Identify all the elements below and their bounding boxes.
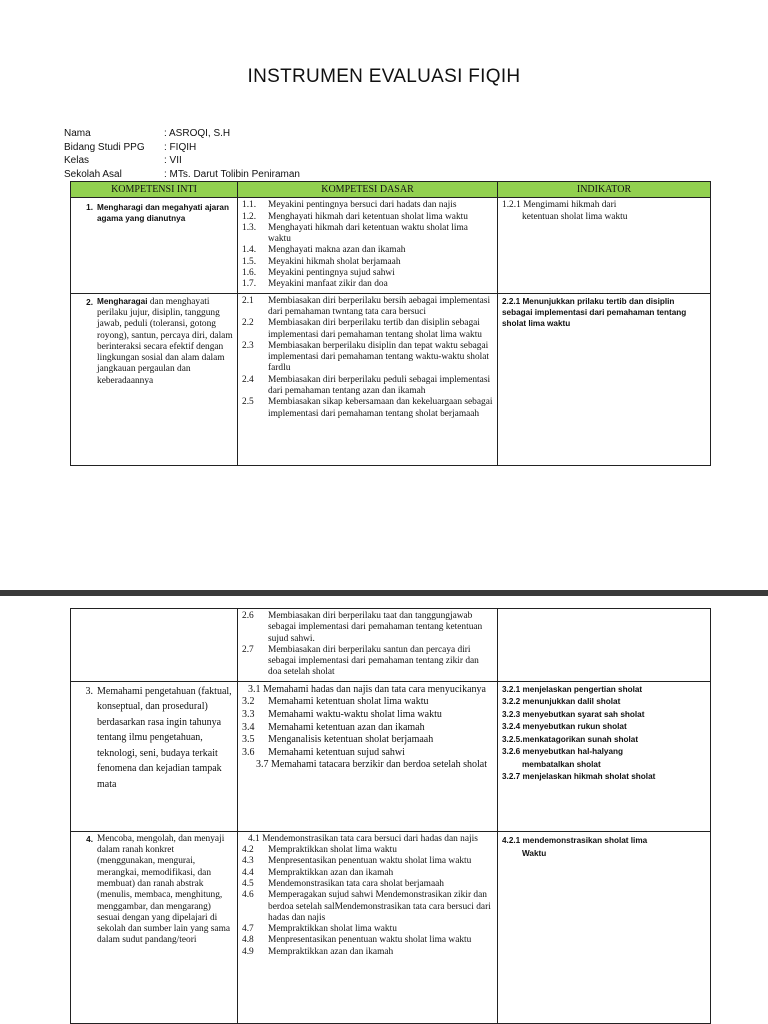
kd-item: 1.5. Meyakini hikmah sholat berjamaah [242,256,401,267]
meta-key: Kelas [64,155,90,166]
kd-item: 4.8 Menpresentasikan penentuan waktu sholat lima waktu [242,935,472,946]
kd-cell [238,609,498,682]
header-indikator: INDIKATOR [498,182,711,198]
table-row [71,609,711,682]
table-row [71,831,711,1023]
kd-item: 4.3 Menpresentasikan penentuan waktu sholat lima waktu [242,856,472,867]
ki-cell [71,198,238,293]
meta-row-kelas [64,154,300,168]
kd-item: 4.1 Mendemonstrasikan tata cara bersuci dari hadas dan najis [248,833,478,844]
kd-item: 2.3 Membiasakan berperilaku disiplin dan tepat waktu sebagai implementasi dari pemahaman tentang waktu-waktu sholat fardlu [242,340,490,374]
kd-item: 1.7. Meyakini manfaat zikir dan doa [242,279,388,290]
kd-item: 2.4 Membiasakan diri berperilaku peduli sebagai implementasi dari pemahaman tentang azan dan ikamah [242,374,491,397]
kd-item: 3.6 Memahami ketentuan sujud sahwi [242,746,405,758]
identity-block [64,127,300,181]
table-header-row [71,182,711,198]
kd-item: 1.6. Meyakini pentingnya sujud sahwi [242,268,395,279]
kd-item: 2.7 Membiasakan diri berperilaku santun dan percaya diri sebagai implementasi dari pemahaman tentang zikir dan doa setelah sholat [242,644,479,678]
meta-value: : MTs. Darut Tolibin Peniraman [164,168,300,180]
competency-table-part-1 [70,181,711,466]
ki-number: 1. [86,203,93,213]
kd-item: 3.1 Memahami hadas dan najis dan tata cara menyucikanya [248,683,486,695]
kd-item: 2.1 Membiasakan diri berperilaku bersih aebagai implementasi dari pemahaman twntang tata cara bersuci [242,295,491,317]
header-kompetensi-dasar: KOMPETESI DASAR [238,182,498,198]
kd-item: 1.2. Menghayati hikmah dari ketentuan sholat lima waktu [242,211,468,222]
indicator-line: 1.2.1 Mengimami hikmah dari [502,200,617,211]
kd-item: 4.7 Mempraktikkan sholat lima waktu [242,924,397,935]
kd-item: 1.3. Menghayati hikmah dari ketentuan waktu sholat lima waktu [242,222,468,245]
meta-row-bidang [64,141,300,155]
indicator-line: 3.2.2 menunjukkan dalil sholat [502,697,621,707]
indicator-line: Waktu [522,848,547,858]
meta-value: : ASROQI, S.H [164,128,231,139]
indicator-line: 3.2.7 menjelaskan hikmah sholat sholat [502,772,656,782]
indicator-line: 2.2.1 Menunjukkan prilaku tertib dan disiplin sebagai implementasi dari pemahaman tentang sholat lima waktu [502,296,687,328]
indicator-cell [498,609,711,682]
kd-item: 3.5 Menganalisis ketentuan sholat berjamaah [242,734,434,746]
meta-key: Bidang Studi PPG [64,141,145,153]
kd-cell [238,681,498,831]
meta-value: : FIQIH [164,141,197,153]
meta-key: Nama [64,128,91,139]
indicator-line: 3.2.6 menyebutkan hal-halyang [502,747,624,757]
competency-table-part-2 [70,608,711,1024]
ki-cell [71,293,238,465]
indicator-cell [498,293,711,465]
ki-number: 3. [85,685,93,697]
kd-item: 3.4 Memahami ketentuan azan dan ikamah [242,721,425,733]
table-row [71,681,711,831]
kd-item: 4.9 Mempraktikkan azan dan ikamah [242,946,394,957]
indicator-line: membatalkan sholat [522,759,601,769]
kd-item: 2.5 Membiasakan sikap kebersamaan dan kekeluargaan sebagai implementasi dari pemahaman tentang sholat berjamaah [242,397,493,419]
document-title: INSTRUMEN EVALUASI FIQIH [247,66,521,87]
ki-text: Mengharagai dan menghayati perilaku jujur, disiplin, tanggung jawab, peduli (toleransi, gotong royong), santun, percaya diri, dalam berinteraksi secara efektif dengan lingkungan sosial dan alam dalam jangkauan pergaulan dan keberadaannya [97,296,233,386]
indicator-cell [498,831,711,1023]
ki-cell [71,681,238,831]
indicator-line: 3.2.3 menyebutkan syarat sah sholat [502,709,645,719]
kd-cell [238,293,498,465]
indicator-line: ketentuan sholat lima waktu [522,211,628,222]
meta-key: Sekolah Asal [64,168,122,180]
kd-item: 2.6 Membiasakan diri berperilaku taat dan tanggungjawab sebagai implementasi dari pemahaman tentang ketentuan sujud sahwi. [242,611,483,644]
header-kompetensi-inti: KOMPETENSI INTI [71,182,238,198]
kd-item: 1.4. Menghayati makna azan dan ikamah [242,245,406,256]
ki-number: 4. [86,834,93,844]
kd-item: 4.6 Memperagakan sujud sahwi Mendemonstrasikan zikir dan berdoa setelah salMendemonstrasikan tata cara bersuci dari hadas dan najis [242,890,491,923]
kd-item: 1.1. Meyakini pentingnya bersuci dari hadats dan najis [242,200,457,211]
kd-cell [238,198,498,293]
indicator-line: 4.2.1 mendemonstrasikan sholat lima [502,835,648,845]
ki-cell [71,831,238,1023]
table-row [71,293,711,465]
meta-value: : VII [164,155,182,166]
indicator-line: 3.2.5.menkatagorikan sunah sholat [502,734,639,744]
kd-item: 4.4 Mempraktikkan azan dan ikamah [242,867,394,878]
ki-text: Memahami pengetahuan (faktual, konseptual, dan prosedural) berdasarkan rasa ingin tahunya tentang ilmu pengetahuan, teknologi, seni, budaya terkait fenomena dan kejadian tampak mata [97,685,232,790]
kd-item: 4.2 Mempraktikkan sholat lima waktu [242,845,397,856]
ki-text: Mencoba, mengolah, dan menyaji dalam ranah konkret (menggunakan, mengurai, merangkai, memodifikasi, dan membuat) dan ranah abstrak (menulis, membaca, menghitung, menggambar, dan mengarang) sesuai dengan yang dipelajari di sekolah dan sumber lain yang sama dalam sudut pandang/teori [97,833,231,946]
table-row [71,198,711,293]
meta-row-nama [64,127,300,141]
meta-row-sekolah [64,168,300,182]
kd-cell [238,831,498,1023]
document-page-2 [0,596,768,1024]
indicator-line: 3.2.4 menyebutkan rukun sholat [502,722,627,732]
ki-number: 2. [86,297,93,307]
ki-text: Mengharagi dan megahyati ajaran agama yang dianutnya [97,203,229,224]
kd-item: 2.2 Membiasakan diri berperilaku tertib dan disiplin sebagai implementasi dari pemahaman tentang sholat lima waktu [242,318,482,340]
kd-item: 3.3 Memahami waktu-waktu sholat lima waktu [242,708,442,720]
indicator-cell [498,681,711,831]
indicator-cell [498,198,711,293]
kd-item: 3.2 Memahami ketentuan sholat lima waktu [242,696,429,708]
indicator-line: 3.2.1 menjelaskan pengertian sholat [502,684,643,694]
ki-cell [71,609,238,682]
kd-item: 3.7 Memahami tatacara berzikir dan berdoa setelah sholat [256,759,488,771]
kd-item: 4.5 Mendemonstrasikan tata cara sholat berjamaah [242,878,444,889]
